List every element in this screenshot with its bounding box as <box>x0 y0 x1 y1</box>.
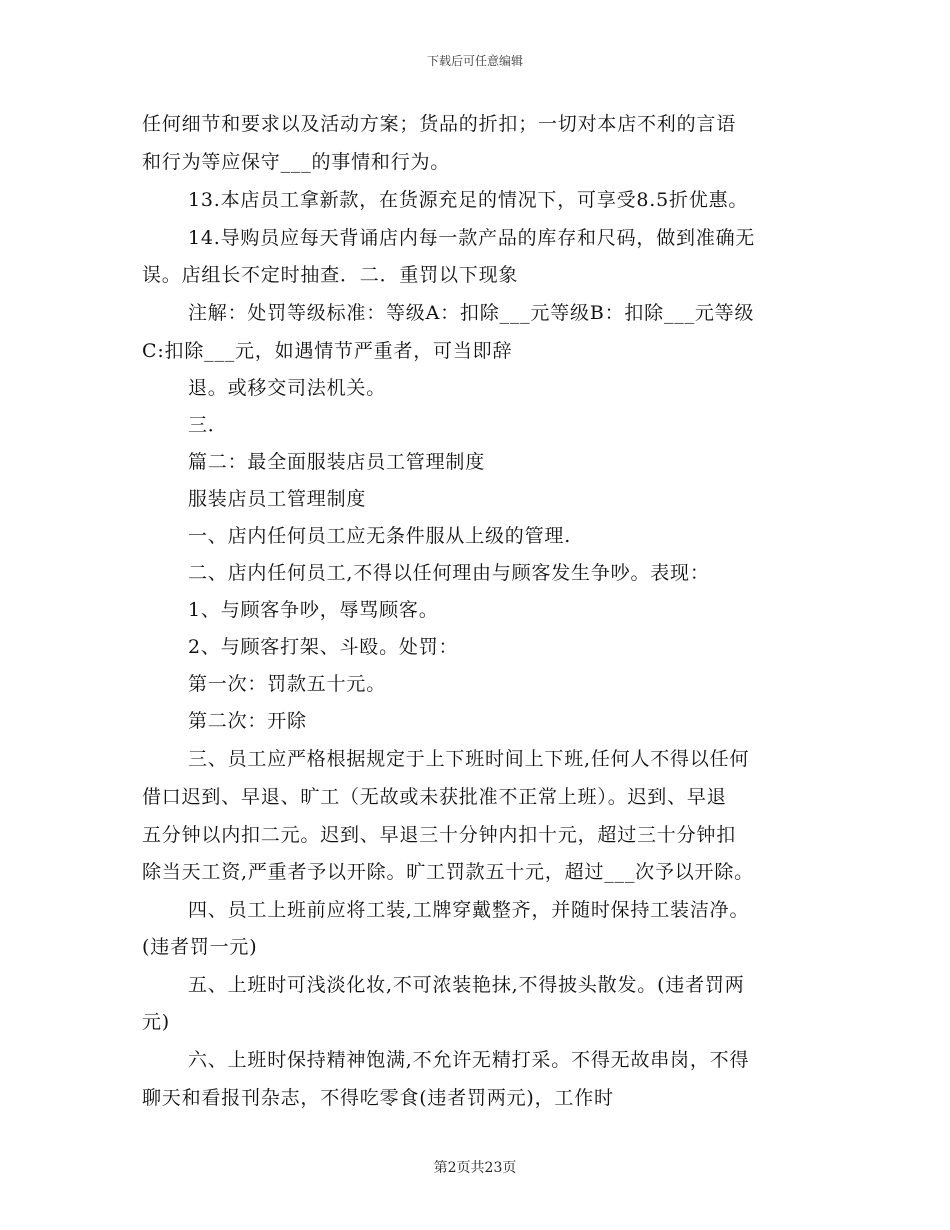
text-line: 退。或移交司法机关。 <box>188 377 387 399</box>
text-line: 五、上班时可浅淡化妆,不可浓装艳抹,不得披头散发。(违者罚两 <box>188 974 745 996</box>
text-line: 任何细节和要求以及活动方案；货品的折扣；一切对本店不利的言语 <box>142 113 737 135</box>
text-line: 注解：处罚等级标准：等级A：扣除___元等级B：扣除___元等级 <box>188 302 755 324</box>
document-title: 服装店员工管理制度 <box>188 488 367 510</box>
text-line: 1、与顾客争吵，辱骂顾客。 <box>188 599 439 621</box>
text-line: 14.导购员应每天背诵店内每一款产品的库存和尺码，做到准确无 <box>188 227 756 249</box>
text-line: 元) <box>142 1011 171 1033</box>
section-heading: 篇二：最全面服装店员工管理制度 <box>188 451 486 473</box>
text-line: 五分钟以内扣二元。迟到、早退三十分钟内扣十元，超过三十分钟扣 <box>142 824 737 846</box>
text-line: 误。店组长不定时抽查．二．重罚以下现象 <box>142 264 519 286</box>
text-line: 借口迟到、早退、旷工（无故或未获批准不正常上班）。迟到、早退 <box>142 786 727 808</box>
text-line: 六、上班时保持精神饱满,不允许无精打采。不得无故串岗，不得 <box>188 1049 750 1071</box>
text-line: 2、与顾客打架、斗殴。处罚： <box>188 636 459 658</box>
text-line: 第二次：开除 <box>188 710 307 732</box>
page-header: 下载后可任意编辑 <box>426 54 523 68</box>
text-line: 第一次：罚款五十元。 <box>188 673 387 695</box>
text-line: 聊天和看报刊杂志，不得吃零食(违者罚两元)，工作时 <box>142 1087 614 1109</box>
text-line: 和行为等应保守___的事情和行为。 <box>142 151 451 173</box>
text-line: 二、店内任何员工,不得以任何理由与顾客发生争吵。表现： <box>188 562 710 584</box>
text-line: C:扣除___元，如遇情节严重者，可当即辞 <box>142 340 513 362</box>
text-line: 三、员工应严格根据规定于上下班时间上下班,任何人不得以任何 <box>188 748 750 770</box>
page-number: 第2页共23页 <box>433 1160 517 1176</box>
text-line: 13.本店员工拿新款，在货源充足的情况下，可享受8.5折优惠。 <box>188 189 749 211</box>
text-line: 除当天工资,严重者予以开除。旷工罚款五十元，超过___次予以开除。 <box>142 861 754 883</box>
text-line: (违者罚一元) <box>142 936 258 958</box>
text-line: 三． <box>188 414 228 436</box>
text-line: 四、员工上班前应将工装,工牌穿戴整齐，并随时保持工装洁净。 <box>188 899 750 921</box>
text-line: 一、店内任何员工应无条件服从上级的管理. <box>188 525 572 547</box>
